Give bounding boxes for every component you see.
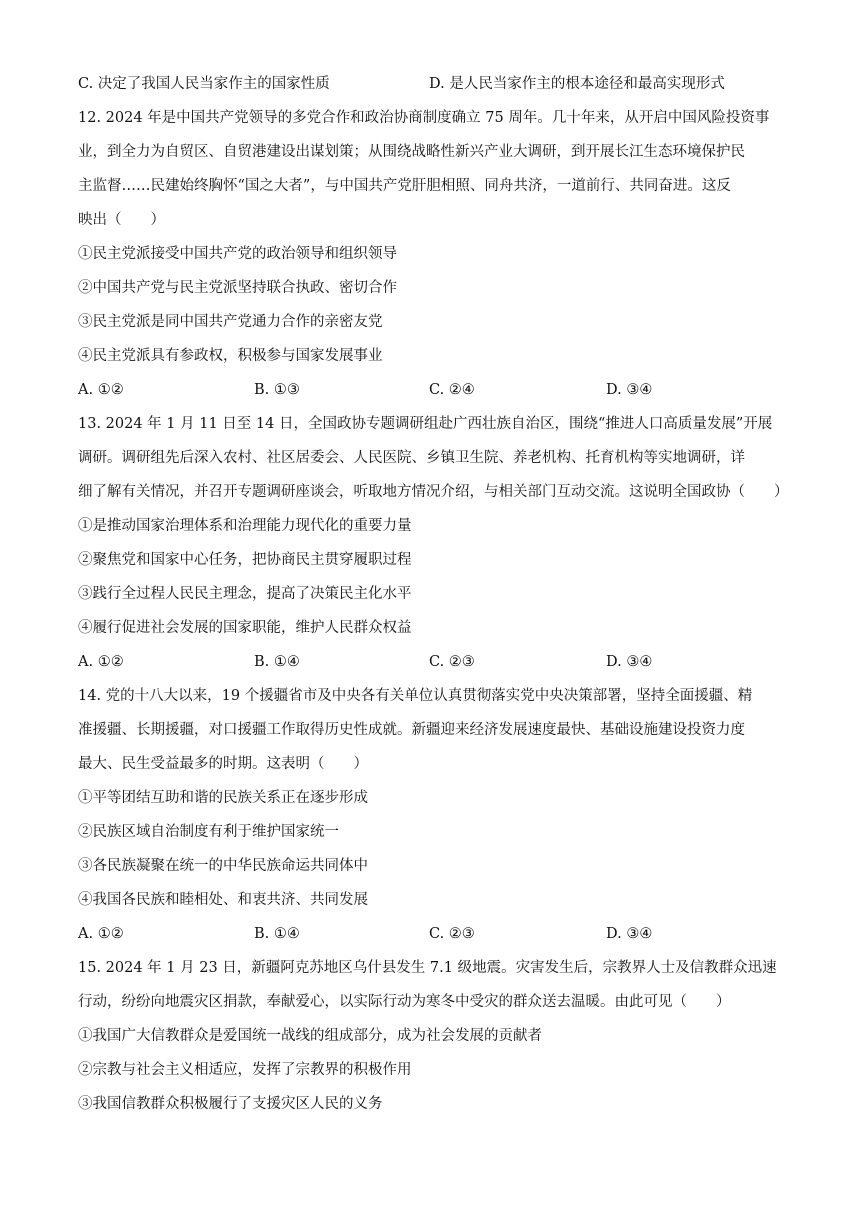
option-a: A. ①② <box>78 654 124 670</box>
statement-item: ③我国信教群众积极履行了支援灾区人民的义务 <box>78 1096 383 1112</box>
option-d: D. ③④ <box>606 382 653 398</box>
option-c: C. ②③ <box>429 926 475 942</box>
question-text-line: 业，到全力为自贸区、自贸港建设出谋划策；从围绕战略性新兴产业大调研，到开展长江生态环境保护民 <box>78 144 745 160</box>
statement-item: ④民主党派具有参政权，积极参与国家发展事业 <box>78 348 383 364</box>
statement-item: ③民主党派是同中国共产党通力合作的亲密友党 <box>78 314 383 330</box>
statement-item: ④我国各民族和睦相处、和衷共济、共同发展 <box>78 892 368 908</box>
option-c: C. ②④ <box>429 382 475 398</box>
option-b: B. ①④ <box>254 654 300 670</box>
question-text-line: 主监督……民建始终胸怀“国之大者”，与中国共产党肝胆相照、同舟共济，一道前行、共同奋进。这反 <box>78 178 731 194</box>
question-text-line: 映出（ ） <box>78 212 165 228</box>
option-b: B. ①④ <box>254 926 300 942</box>
statement-item: ①是推动国家治理体系和治理能力现代化的重要力量 <box>78 518 412 534</box>
question-text-line: 14. 党的十八大以来，19 个援疆省市及中央各有关单位认真贯彻落实党中央决策部署，坚持全面援疆、精 <box>78 688 753 704</box>
statement-item: ②中国共产党与民主党派坚持联合执政、密切合作 <box>78 280 397 296</box>
option-c: C. 决定了我国人民当家作主的国家性质 <box>78 76 330 92</box>
question-text-line: 调研。调研组先后深入农村、社区居委会、人民医院、乡镇卫生院、养老机构、托育机构等实地调研，详 <box>78 450 745 466</box>
statement-item: ③践行全过程人民民主理念，提高了决策民主化水平 <box>78 586 412 602</box>
statement-item: ②聚焦党和国家中心任务，把协商民主贯穿履职过程 <box>78 552 412 568</box>
option-a: A. ①② <box>78 926 124 942</box>
statement-item: ③各民族凝聚在统一的中华民族命运共同体中 <box>78 858 368 874</box>
option-d: D. ③④ <box>606 926 653 942</box>
statement-item: ①平等团结互助和谐的民族关系正在逐步形成 <box>78 790 368 806</box>
statement-item: ②民族区域自治制度有利于维护国家统一 <box>78 824 339 840</box>
option-d: D. 是人民当家作主的根本途径和最高实现形式 <box>429 76 725 92</box>
question-text-line: 行动，纷纷向地震灾区捐款，奉献爱心，以实际行动为寒冬中受灾的群众送去温暖。由此可见（ ） <box>78 994 731 1010</box>
question-text-line: 细了解有关情况，并召开专题调研座谈会，听取地方情况介绍，与相关部门互动交流。这说明全国政协（ ） <box>78 484 789 500</box>
option-c: C. ②③ <box>429 654 475 670</box>
option-d: D. ③④ <box>606 654 653 670</box>
statement-item: ④履行促进社会发展的国家职能，维护人民群众权益 <box>78 620 412 636</box>
question-text-line: 15. 2024 年 1 月 23 日，新疆阿克苏地区乌什县发生 7.1 级地震。灾害发生后，宗教界人士及信教群众迅速 <box>78 960 777 976</box>
question-text-line: 准援疆、长期援疆，对口援疆工作取得历史性成就。新疆迎来经济发展速度最快、基础设施建设投资力度 <box>78 722 745 738</box>
statement-item: ①民主党派接受中国共产党的政治领导和组织领导 <box>78 246 397 262</box>
option-a: A. ①② <box>78 382 124 398</box>
statement-item: ②宗教与社会主义相适应，发挥了宗教界的积极作用 <box>78 1062 412 1078</box>
question-text-line: 13. 2024 年 1 月 11 日至 14 日，全国政协专题调研组赴广西壮族自治区，围绕“推进人口高质量发展”开展 <box>78 416 773 432</box>
question-text-line: 12. 2024 年是中国共产党领导的多党合作和政治协商制度确立 75 周年。几十年来，从开启中国风险投资事 <box>78 110 770 126</box>
question-text-line: 最大、民生受益最多的时期。这表明（ ） <box>78 756 368 772</box>
option-b: B. ①③ <box>254 382 300 398</box>
statement-item: ①我国广大信教群众是爱国统一战线的组成部分，成为社会发展的贡献者 <box>78 1028 542 1044</box>
